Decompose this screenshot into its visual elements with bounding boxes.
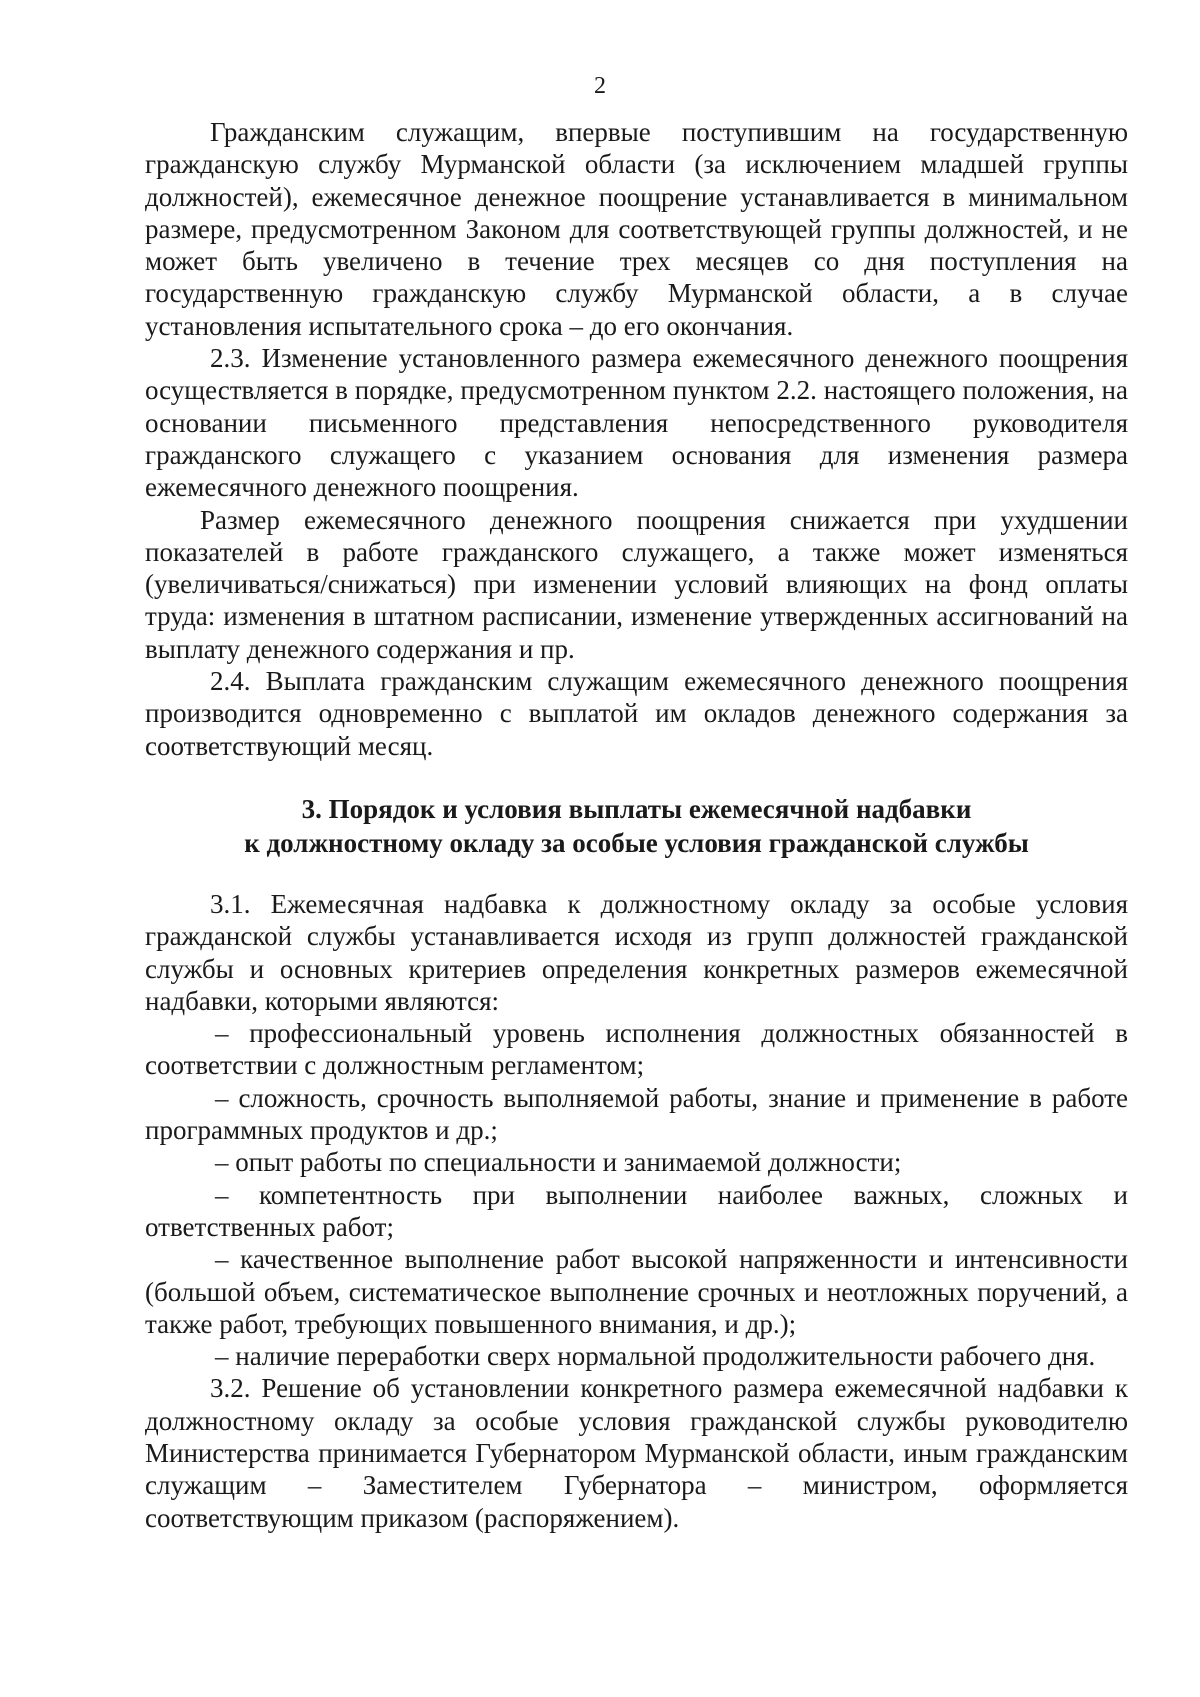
paragraph-p11: – наличие переработки сверх нормальной продолжительности рабочего дня. (215, 1341, 1096, 1372)
paragraph-p1: Гражданским служащим, впервые поступившим на государственную гражданскую службу Мурманской области (за исключением младшей группы должностей), ежемесячное денежное поощрение устанавливается в минимальном размере, предусмотренном Законом для соответствующей группы должностей, и не может быть увеличено в течение трех месяцев со дня поступления на государственную гражданскую службу Мурманской области, а в случае установления испытательного срока – до его окончания. (145, 117, 1128, 341)
page-number: 2 (594, 73, 606, 99)
paragraph-p6: – профессиональный уровень исполнения должностных обязанностей в соответствии с должностным регламентом; (145, 1018, 1128, 1081)
paragraph-p9: – компетентность при выполнении наиболее важных, сложных и ответственных работ; (145, 1179, 1128, 1242)
paragraph-p2: 2.3. Изменение установленного размера ежемесячного денежного поощрения осуществляется в порядке, предусмотренном пунктом 2.2. настоящего положения, на основании письменного представления непосредственного руководителя гражданского служащего с указанием основания для изменения размера ежемесячного денежного поощрения. (145, 343, 1128, 503)
paragraph-p4: 2.4. Выплата гражданским служащим ежемесячного денежного поощрения производится одновременно с выплатой им окладов денежного содержания за соответствующий месяц. (145, 666, 1128, 761)
paragraph-p7: – сложность, срочность выполняемой работы, знание и применение в работе программных продуктов и др.; (145, 1082, 1128, 1146)
paragraphs-before-section (145, 116, 1128, 762)
section-title-line-2: к должностному окладу за особые условия гражданской службы (244, 827, 1029, 858)
paragraph-p5: 3.1. Ежемесячная надбавка к должностному окладу за особые условия гражданской службы устанавливается исходя из групп должностей гражданской службы и основных критериев определения конкретных размеров ежемесячной надбавки, которыми являются: (145, 888, 1128, 1016)
paragraph-p8: – опыт работы по специальности и занимаемой должности; (215, 1147, 902, 1178)
paragraph-p12: 3.2. Решение об установлении конкретного размера ежемесячной надбавки к должностному окладу за особые условия гражданской службы руководителю Министерства принимается Губернатором Мурманской области, иным гражданским служащим – Заместителем Губернатора – министром, оформляется соответствующим приказом (распоряжением). (145, 1373, 1128, 1533)
section-title-line-1: 3. Порядок и условия выплаты ежемесячной надбавки (301, 793, 972, 824)
paragraph-p3: Размер ежемесячного денежного поощрения снижается при ухудшении показателей в работе гражданского служащего, а также может изменяться (увеличиваться/снижаться) при изменении условий влияющих на фонд оплаты труда: изменения в штатном расписании, изменение утвержденных ассигнований на выплату денежного содержания и пр. (145, 504, 1128, 664)
section-3-title (145, 792, 1128, 860)
paragraphs-after-section (145, 888, 1128, 1534)
document-body (145, 116, 1128, 1534)
paragraph-p10: – качественное выполнение работ высокой напряженности и интенсивности (большой объем, систематическое выполнение срочных и неотложных поручений, а также работ, требующих повышенного внимания, и др.); (145, 1244, 1128, 1339)
